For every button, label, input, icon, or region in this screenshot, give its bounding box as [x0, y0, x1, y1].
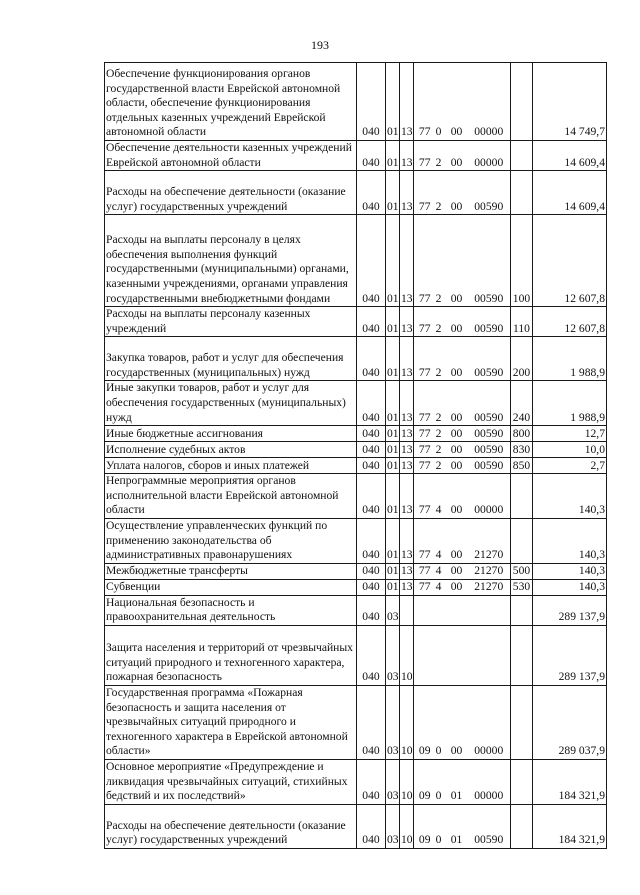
- code-vr: 850: [511, 458, 533, 474]
- code-gr: 040: [357, 595, 386, 625]
- code-gr: 040: [357, 625, 386, 685]
- code-program: 77: [414, 426, 432, 442]
- code-event: [446, 595, 468, 625]
- code-rz: 03: [386, 595, 400, 625]
- code-program: 77: [414, 215, 432, 307]
- code-event: 00: [446, 381, 468, 426]
- row-name: Национальная безопасность и правоохранительная деятельность: [105, 595, 357, 625]
- budget-table: [104, 62, 607, 849]
- code-subprogram: 0: [432, 759, 446, 804]
- code-pr: 13: [400, 458, 414, 474]
- code-rz: 01: [386, 442, 400, 458]
- code-vr: [511, 518, 533, 563]
- code-subprogram: 2: [432, 381, 446, 426]
- code-subprogram: [432, 625, 446, 685]
- code-gr: 040: [357, 337, 386, 381]
- row-amount: 140,3: [533, 579, 607, 595]
- row-name: Осуществление управленческих функций по применению законодательства об административных правонарушениях: [105, 518, 357, 563]
- row-name: Основное мероприятие «Предупреждение и ликвидация чрезвычайных ситуаций, стихийных бедствий и их последствий»: [105, 759, 357, 804]
- code-gr: 040: [357, 474, 386, 519]
- code-vr: [511, 141, 533, 171]
- row-amount: 12 607,8: [533, 307, 607, 337]
- row-amount: 184 321,9: [533, 804, 607, 848]
- code-program: 77: [414, 518, 432, 563]
- table-row: [105, 171, 607, 215]
- code-subprogram: 0: [432, 685, 446, 759]
- code-gr: 040: [357, 381, 386, 426]
- code-vr: 100: [511, 215, 533, 307]
- code-pr: 13: [400, 337, 414, 381]
- budget-table-body: [105, 63, 607, 849]
- table-row: [105, 381, 607, 426]
- code-vr: [511, 474, 533, 519]
- code-program: [414, 625, 432, 685]
- table-row: [105, 458, 607, 474]
- code-event: 00: [446, 141, 468, 171]
- code-pr: [400, 595, 414, 625]
- code-program: 77: [414, 63, 432, 141]
- table-row: [105, 141, 607, 171]
- code-event: 00: [446, 685, 468, 759]
- code-pr: 13: [400, 381, 414, 426]
- code-vr: [511, 171, 533, 215]
- code-event: [446, 625, 468, 685]
- code-event: 00: [446, 337, 468, 381]
- code-rz: 01: [386, 307, 400, 337]
- code-rz: 03: [386, 804, 400, 848]
- code-event: 00: [446, 579, 468, 595]
- row-name: Иные закупки товаров, работ и услуг для обеспечения государственных (муниципальных) нужд: [105, 381, 357, 426]
- code-direction: [468, 595, 511, 625]
- code-gr: 040: [357, 141, 386, 171]
- code-vr: 830: [511, 442, 533, 458]
- code-event: 00: [446, 442, 468, 458]
- row-amount: 12,7: [533, 426, 607, 442]
- code-program: 77: [414, 337, 432, 381]
- table-row: [105, 442, 607, 458]
- code-vr: [511, 685, 533, 759]
- code-vr: [511, 759, 533, 804]
- row-amount: 140,3: [533, 474, 607, 519]
- table-row: [105, 337, 607, 381]
- code-rz: 01: [386, 215, 400, 307]
- code-subprogram: 2: [432, 337, 446, 381]
- code-subprogram: 0: [432, 63, 446, 141]
- code-event: 00: [446, 63, 468, 141]
- code-direction: 00000: [468, 685, 511, 759]
- row-name: Обеспечение деятельности казенных учреждений Еврейской автономной области: [105, 141, 357, 171]
- row-amount: 1 988,9: [533, 337, 607, 381]
- code-direction: 00590: [468, 381, 511, 426]
- row-name: Исполнение судебных актов: [105, 442, 357, 458]
- code-pr: 13: [400, 63, 414, 141]
- code-vr: [511, 595, 533, 625]
- row-amount: 2,7: [533, 458, 607, 474]
- code-subprogram: 2: [432, 458, 446, 474]
- row-amount: 289 137,9: [533, 625, 607, 685]
- code-pr: 13: [400, 579, 414, 595]
- code-direction: 00000: [468, 759, 511, 804]
- code-rz: 01: [386, 458, 400, 474]
- row-name: Межбюджетные трансферты: [105, 563, 357, 579]
- table-row: [105, 63, 607, 141]
- code-direction: 00000: [468, 141, 511, 171]
- code-direction: 00590: [468, 426, 511, 442]
- code-gr: 040: [357, 426, 386, 442]
- code-vr: [511, 804, 533, 848]
- code-event: 00: [446, 563, 468, 579]
- code-direction: 00590: [468, 337, 511, 381]
- code-program: 77: [414, 563, 432, 579]
- code-vr: 500: [511, 563, 533, 579]
- row-name: Расходы на обеспечение деятельности (оказание услуг) государственных учреждений: [105, 804, 357, 848]
- table-row: [105, 563, 607, 579]
- code-event: 01: [446, 804, 468, 848]
- code-vr: 240: [511, 381, 533, 426]
- code-event: 00: [446, 426, 468, 442]
- row-name: Обеспечение функционирования органов государственной власти Еврейской автономной области, обеспечение функционирования отдельных казенных учреждений Еврейской автономной области: [105, 63, 357, 141]
- code-pr: 10: [400, 759, 414, 804]
- code-vr: [511, 63, 533, 141]
- code-gr: 040: [357, 563, 386, 579]
- code-vr: [511, 625, 533, 685]
- code-gr: 040: [357, 804, 386, 848]
- row-name: Уплата налогов, сборов и иных платежей: [105, 458, 357, 474]
- code-subprogram: 0: [432, 804, 446, 848]
- row-amount: 184 321,9: [533, 759, 607, 804]
- code-subprogram: 2: [432, 215, 446, 307]
- row-name: Расходы на выплаты персоналу в целях обеспечения выполнения функций государственными (муниципальными) органами, казенными учреждениями, органами управления государственными внебюджетными фондами: [105, 215, 357, 307]
- code-direction: 21270: [468, 579, 511, 595]
- code-direction: 21270: [468, 518, 511, 563]
- code-vr: 530: [511, 579, 533, 595]
- code-event: 00: [446, 215, 468, 307]
- code-rz: 03: [386, 759, 400, 804]
- code-program: 77: [414, 442, 432, 458]
- code-rz: 01: [386, 381, 400, 426]
- code-rz: 01: [386, 518, 400, 563]
- code-rz: 01: [386, 337, 400, 381]
- code-direction: [468, 625, 511, 685]
- row-name: Расходы на обеспечение деятельности (оказание услуг) государственных учреждений: [105, 171, 357, 215]
- row-amount: 289 137,9: [533, 595, 607, 625]
- code-event: 00: [446, 171, 468, 215]
- code-program: 77: [414, 579, 432, 595]
- row-amount: 14 749,7: [533, 63, 607, 141]
- code-pr: 10: [400, 625, 414, 685]
- table-row: [105, 759, 607, 804]
- code-gr: 040: [357, 215, 386, 307]
- row-name: Субвенции: [105, 579, 357, 595]
- code-subprogram: 2: [432, 171, 446, 215]
- code-direction: 00590: [468, 307, 511, 337]
- code-program: 09: [414, 759, 432, 804]
- table-row: [105, 474, 607, 519]
- code-subprogram: 4: [432, 518, 446, 563]
- code-program: 77: [414, 381, 432, 426]
- row-name: Расходы на выплаты персоналу казенных учреждений: [105, 307, 357, 337]
- table-row: [105, 307, 607, 337]
- code-program: 09: [414, 804, 432, 848]
- row-amount: 289 037,9: [533, 685, 607, 759]
- table-row: [105, 215, 607, 307]
- code-pr: 13: [400, 215, 414, 307]
- table-row: [105, 426, 607, 442]
- row-amount: 12 607,8: [533, 215, 607, 307]
- code-rz: 01: [386, 474, 400, 519]
- code-rz: 01: [386, 563, 400, 579]
- code-direction: 00590: [468, 442, 511, 458]
- code-rz: 01: [386, 171, 400, 215]
- code-program: 77: [414, 458, 432, 474]
- row-amount: 14 609,4: [533, 171, 607, 215]
- code-pr: 13: [400, 307, 414, 337]
- code-pr: 10: [400, 804, 414, 848]
- code-program: 77: [414, 141, 432, 171]
- code-gr: 040: [357, 307, 386, 337]
- code-pr: 13: [400, 442, 414, 458]
- code-pr: 13: [400, 518, 414, 563]
- code-gr: 040: [357, 759, 386, 804]
- code-subprogram: 2: [432, 307, 446, 337]
- code-program: 77: [414, 474, 432, 519]
- code-direction: 00590: [468, 804, 511, 848]
- code-direction: 00590: [468, 215, 511, 307]
- code-gr: 040: [357, 685, 386, 759]
- row-amount: 140,3: [533, 518, 607, 563]
- code-direction: 00590: [468, 458, 511, 474]
- table-row: [105, 579, 607, 595]
- code-subprogram: 2: [432, 141, 446, 171]
- code-program: 77: [414, 307, 432, 337]
- code-gr: 040: [357, 171, 386, 215]
- code-rz: 01: [386, 426, 400, 442]
- table-row: [105, 804, 607, 848]
- code-pr: 10: [400, 685, 414, 759]
- row-amount: 1 988,9: [533, 381, 607, 426]
- code-rz: 01: [386, 579, 400, 595]
- code-pr: 13: [400, 141, 414, 171]
- row-amount: 14 609,4: [533, 141, 607, 171]
- code-subprogram: 2: [432, 442, 446, 458]
- code-direction: 00000: [468, 63, 511, 141]
- code-vr: 200: [511, 337, 533, 381]
- code-event: 01: [446, 759, 468, 804]
- row-name: Защита населения и территорий от чрезвычайных ситуаций природного и техногенного характера, пожарная безопасность: [105, 625, 357, 685]
- code-event: 00: [446, 307, 468, 337]
- code-rz: 03: [386, 625, 400, 685]
- code-program: 09: [414, 685, 432, 759]
- code-pr: 13: [400, 474, 414, 519]
- row-name: Непрограммные мероприятия органов исполнительной власти Еврейской автономной области: [105, 474, 357, 519]
- page-number: 193: [311, 38, 329, 52]
- table-row: [105, 595, 607, 625]
- code-rz: 03: [386, 685, 400, 759]
- code-gr: 040: [357, 458, 386, 474]
- code-subprogram: 4: [432, 579, 446, 595]
- code-direction: 00000: [468, 474, 511, 519]
- row-name: Государственная программа «Пожарная безопасность и защита населения от чрезвычайных ситуаций природного и техногенного характера в Еврейской автономной области»: [105, 685, 357, 759]
- code-rz: 01: [386, 141, 400, 171]
- table-row: [105, 625, 607, 685]
- row-amount: 140,3: [533, 563, 607, 579]
- code-pr: 13: [400, 426, 414, 442]
- code-subprogram: 4: [432, 474, 446, 519]
- code-event: 00: [446, 458, 468, 474]
- code-subprogram: [432, 595, 446, 625]
- code-gr: 040: [357, 579, 386, 595]
- code-vr: 800: [511, 426, 533, 442]
- row-name: Иные бюджетные ассигнования: [105, 426, 357, 442]
- code-subprogram: 4: [432, 563, 446, 579]
- code-direction: 00590: [468, 171, 511, 215]
- code-event: 00: [446, 474, 468, 519]
- code-gr: 040: [357, 442, 386, 458]
- code-program: 77: [414, 171, 432, 215]
- code-direction: 21270: [468, 563, 511, 579]
- code-pr: 13: [400, 171, 414, 215]
- row-name: Закупка товаров, работ и услуг для обеспечения государственных (муниципальных) нужд: [105, 337, 357, 381]
- code-program: [414, 595, 432, 625]
- table-row: [105, 518, 607, 563]
- code-rz: 01: [386, 63, 400, 141]
- table-row: [105, 685, 607, 759]
- code-subprogram: 2: [432, 426, 446, 442]
- code-vr: 110: [511, 307, 533, 337]
- row-amount: 10,0: [533, 442, 607, 458]
- code-gr: 040: [357, 518, 386, 563]
- code-pr: 13: [400, 563, 414, 579]
- code-gr: 040: [357, 63, 386, 141]
- code-event: 00: [446, 518, 468, 563]
